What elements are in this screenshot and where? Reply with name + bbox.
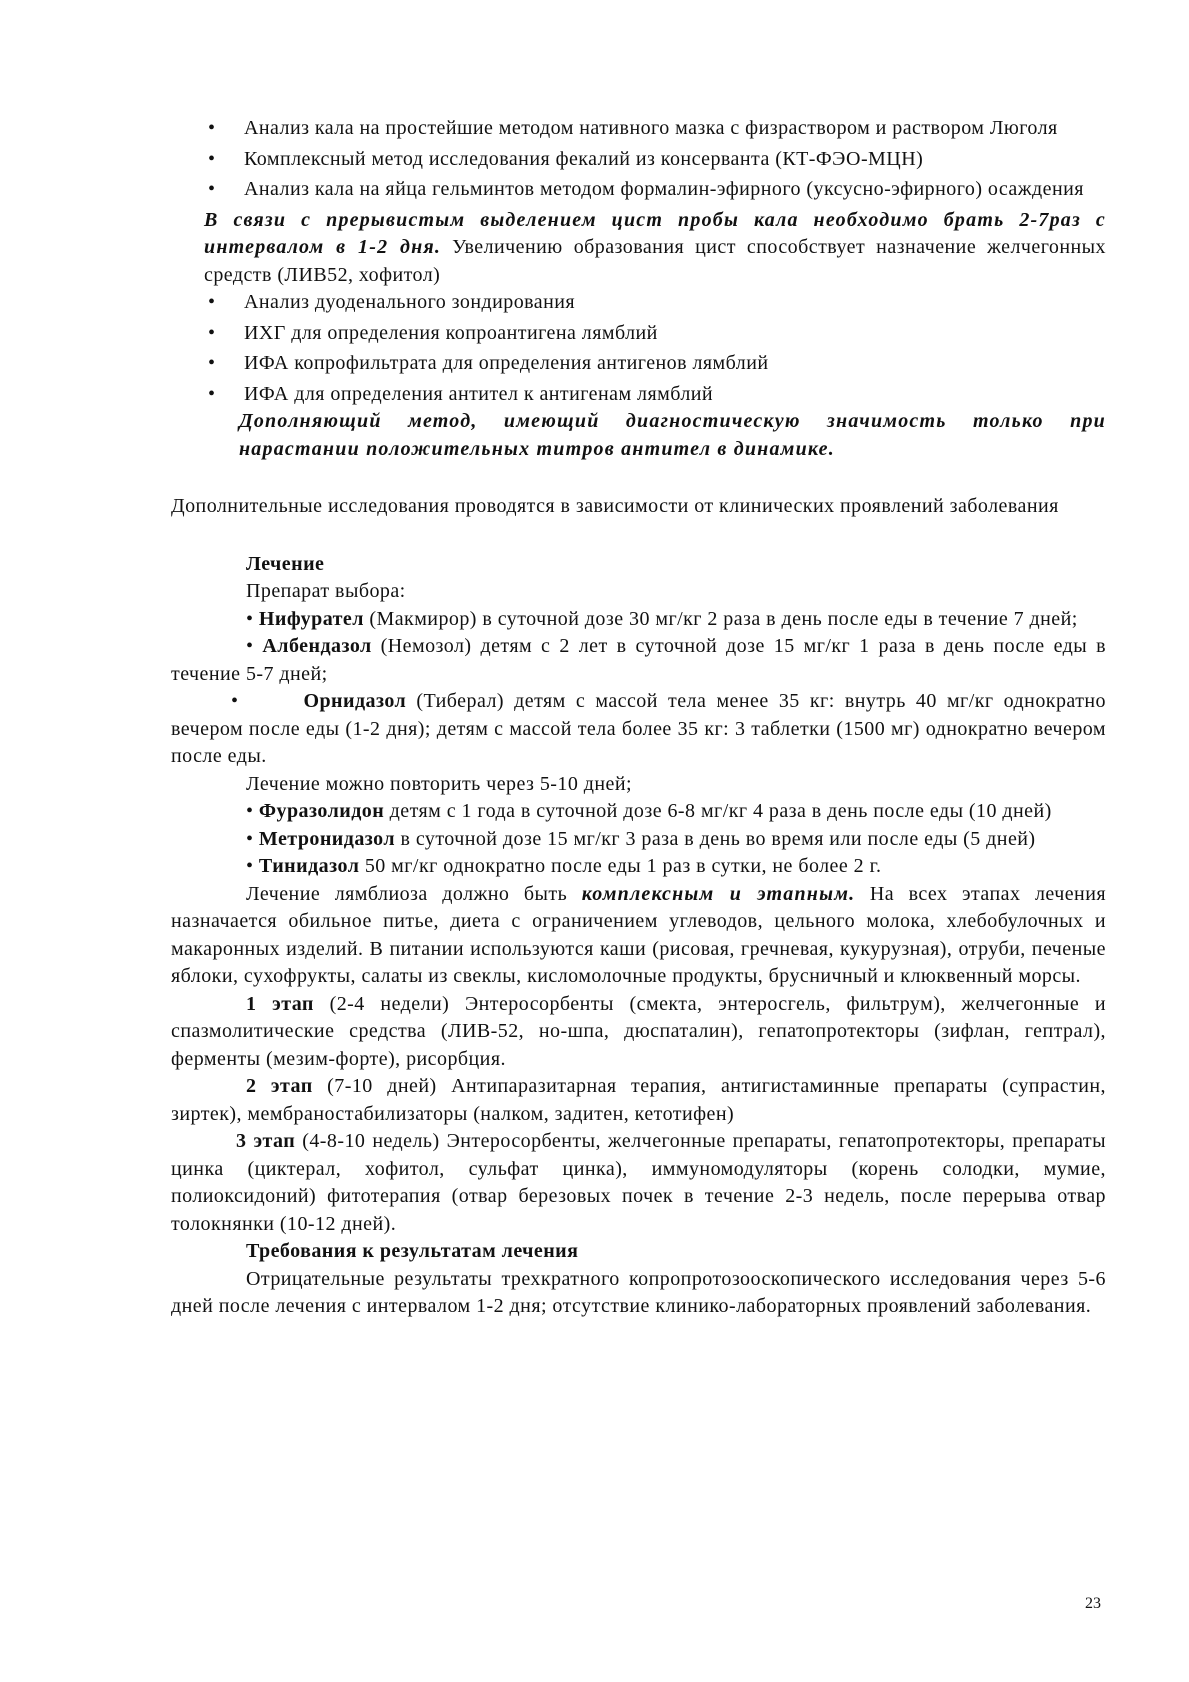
repeat-treatment-line: Лечение можно повторить через 5-10 дней;: [246, 772, 633, 795]
list-item: • Комплексный метод исследования фекалий из консерванта (КТ-ФЭО-МЦН): [208, 146, 1106, 174]
antibody-note: Дополняющий метод, имеющий диагностическую значимость только при нарастании положительных титров антител в динамике.: [239, 410, 1106, 460]
cyst-note-rest: Увеличению образования цист способствует назначение желчегонных средств (ЛИВ52, хофитол): [204, 236, 1106, 286]
list-item: • ИФА копрофильтрата для определения антигенов лямблий: [208, 350, 1106, 378]
drug-metronidazole: • Метронидазол в суточной дозе 15 мг/кг 3 раза в день во время или после еды (5 дней): [246, 827, 1036, 850]
list-item: • ИФА для определения антител к антигенам лямблий: [208, 381, 1106, 409]
drug-furazolidone: • Фуразолидон детям с 1 года в суточной дозе 6-8 мг/кг 4 раза в день после еды (10 дней): [246, 800, 1052, 822]
additional-research-paragraph: Дополнительные исследования проводятся в зависимости от клинических проявлений заболевания: [171, 495, 1059, 517]
complex-treatment-paragraph: Лечение лямблиоза должно быть комплексным и этапным. На всех этапах лечения назначается обильное питье, диета с ограничением углеводов, цельного молока, хлебобулочных и макаронных изделий. В питании используются каши (рисовая, гречневая, кукурузная), отруби, печеные яблоки, сухофрукты, салаты из свеклы, кисломолочные продукты, брусничный и клюквенный морсы.: [171, 882, 1106, 987]
list-item: • ИХГ для определения копроантигена лямблий: [208, 320, 1106, 348]
list-item: • Анализ кала на яйца гельминтов методом формалин-эфирного (уксусно-эфирного) осаждения: [208, 176, 1106, 204]
additional-methods-list: [171, 289, 1106, 408]
requirements-heading: Требования к результатам лечения: [246, 1240, 579, 1262]
requirements-paragraph: Отрицательные результаты трехкратного копропротозооскопического исследования через 5-6 дней после лечения с интервалом 1-2 дня; отсутствие клинико-лабораторных проявлений заболевания.: [171, 1267, 1106, 1317]
drug-tinidazole: • Тинидазол 50 мг/кг однократно после еды 1 раз в сутки, не более 2 г.: [246, 855, 882, 877]
drug-of-choice-label: Препарат выбора:: [246, 580, 406, 602]
drug-nifuratel: • Нифурател (Макмирор) в суточной дозе 30 мг/кг 2 раза в день после еды в течение 7 дней;: [246, 607, 1078, 630]
list-item: • Анализ дуоденального зондирования: [208, 289, 1106, 317]
page-content: [171, 115, 1106, 1321]
stage-2-paragraph: 2 этап (7-10 дней) Антипаразитарная терапия, антигистаминные препараты (супрастин, зиртек), мембраностабилизаторы (налком, задитен, кетотифен): [171, 1075, 1106, 1125]
stage-1-paragraph: 1 этап (2-4 недели) Энтеросорбенты (смекта, энтеросгель, фильтрум), желчегонные и спазмолитические средства (ЛИВ-52, но-шпа, дюспаталин), гепатопротекторы (зифлан, гептрал), ферменты (мезим-форте), рисорбция.: [171, 992, 1107, 1070]
cyst-note-paragraph: [171, 207, 1106, 290]
cyst-note-bold: В связи с прерывистым выделением цист пробы кала необходимо брать 2-7раз с интервалом в 1-2 дня.: [204, 208, 1106, 258]
stage-3-paragraph: 3 этап (4-8-10 недель) Энтеросорбенты, желчегонные препараты, гепатопротекторы, препараты цинка (циктерал, хофитол, сульфат цинка), иммуномодуляторы (корень солодки, мумие, полиоксидоний) фитотерапия (отвар березовых почек в течение 2-3 недель, после перерыва отвар толокнянки (10-12 дней).: [171, 1130, 1106, 1235]
drug-ornidazole: • Орнидазол (Тиберал) детям с массой тела менее 35 кг: внутрь 40 мг/кг однократно вечером после еды (1-2 дня); детям с массой тела более 35 кг: 3 таблетки (1500 мг) однократно вечером после еды.: [171, 690, 1106, 767]
drug-albendazole: • Албендазол (Немозол) детям с 2 лет в суточной дозе 15 мг/кг 1 раза в день после еды в течение 5-7 дней;: [171, 635, 1106, 685]
list-item: • Анализ кала на простейшие методом нативного мазка с физраствором и раствором Люголя: [208, 115, 1106, 143]
page-number: 23: [1085, 1595, 1101, 1612]
treatment-heading: Лечение: [246, 552, 325, 575]
diagnostic-methods-list: [171, 115, 1106, 204]
